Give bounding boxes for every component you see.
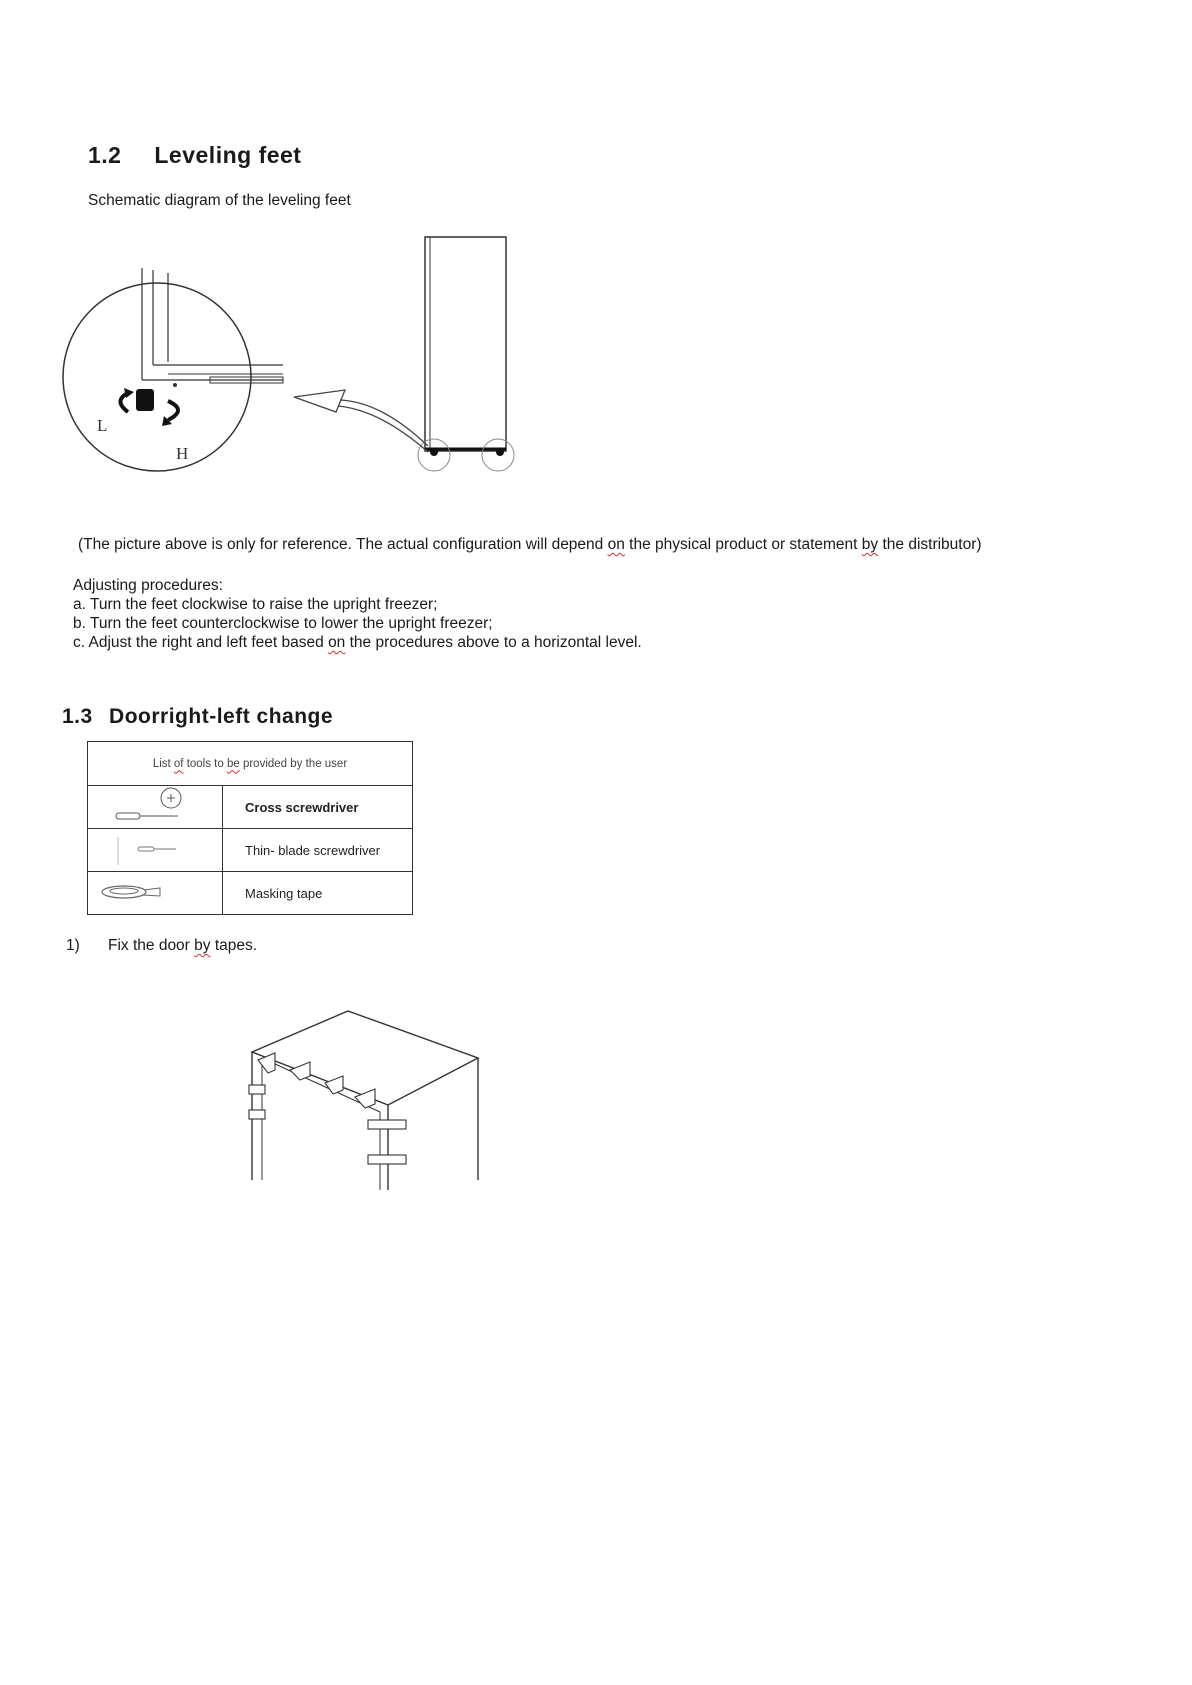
table-row [88,786,413,829]
reference-note [78,536,982,554]
step-1-word-by: by [194,937,211,954]
tool-label: Masking tape [223,872,413,915]
note-word-on: on [607,536,625,553]
section-1-2-heading [88,142,301,169]
leveling-foot-icon [136,389,154,411]
label-l: L [97,416,108,435]
section-1-3-heading [62,705,333,729]
procedure-step-a: a. Turn the feet clockwise to raise the upright freezer; [73,596,438,613]
table-row [88,872,413,915]
procedure-step-b: b. Turn the feet counterclockwise to lower the upright freezer; [73,615,493,632]
thin-blade-screwdriver-icon [88,829,223,872]
step-1-text-1: Fix the door [108,937,195,954]
leveling-feet-diagram [60,225,540,490]
header-text-2: tools to [183,757,227,770]
procedures-heading: Adjusting procedures: [73,577,223,594]
tool-label: Cross screwdriver [223,786,413,829]
note-text-1: (The picture above is only for reference. The actual configuration will depend [78,536,608,553]
header-word-of: of [173,757,184,770]
taped-freezer-diagram [240,1005,480,1195]
section-number: 1.2 [88,142,122,168]
masking-tape-icon [88,872,223,915]
procedure-step-c [73,634,642,652]
tool-label: Thin- blade screwdriver [223,829,413,872]
note-text-3: the distributor) [878,536,982,553]
note-text-2: the physical product or statement [624,536,862,553]
freezer-outline [425,237,506,451]
step-1-number: 1) [66,937,80,954]
note-word-by: by [861,536,879,553]
header-text-1: List [152,757,174,770]
table-row [88,829,413,872]
step-c-text-1: c. Adjust the right and left feet based [73,634,329,651]
step-1-text-2: tapes. [210,937,258,954]
step-1-text [108,937,257,955]
section-number: 1.3 [62,705,93,728]
diagram-caption: Schematic diagram of the leveling feet [88,192,351,209]
header-word-be: be [226,757,240,770]
table-header-row [88,742,413,786]
label-h: H [176,444,189,463]
table-header-cell [88,742,413,786]
section-title: Leveling feet [154,142,302,168]
header-text-3: provided by the user [239,757,348,770]
tools-table [87,741,413,915]
cross-screwdriver-icon [88,786,223,829]
section-title: Doorright-left change [109,705,334,728]
step-c-word-on: on [328,634,346,651]
step-c-text-2: the procedures above to a horizontal level. [345,634,642,651]
